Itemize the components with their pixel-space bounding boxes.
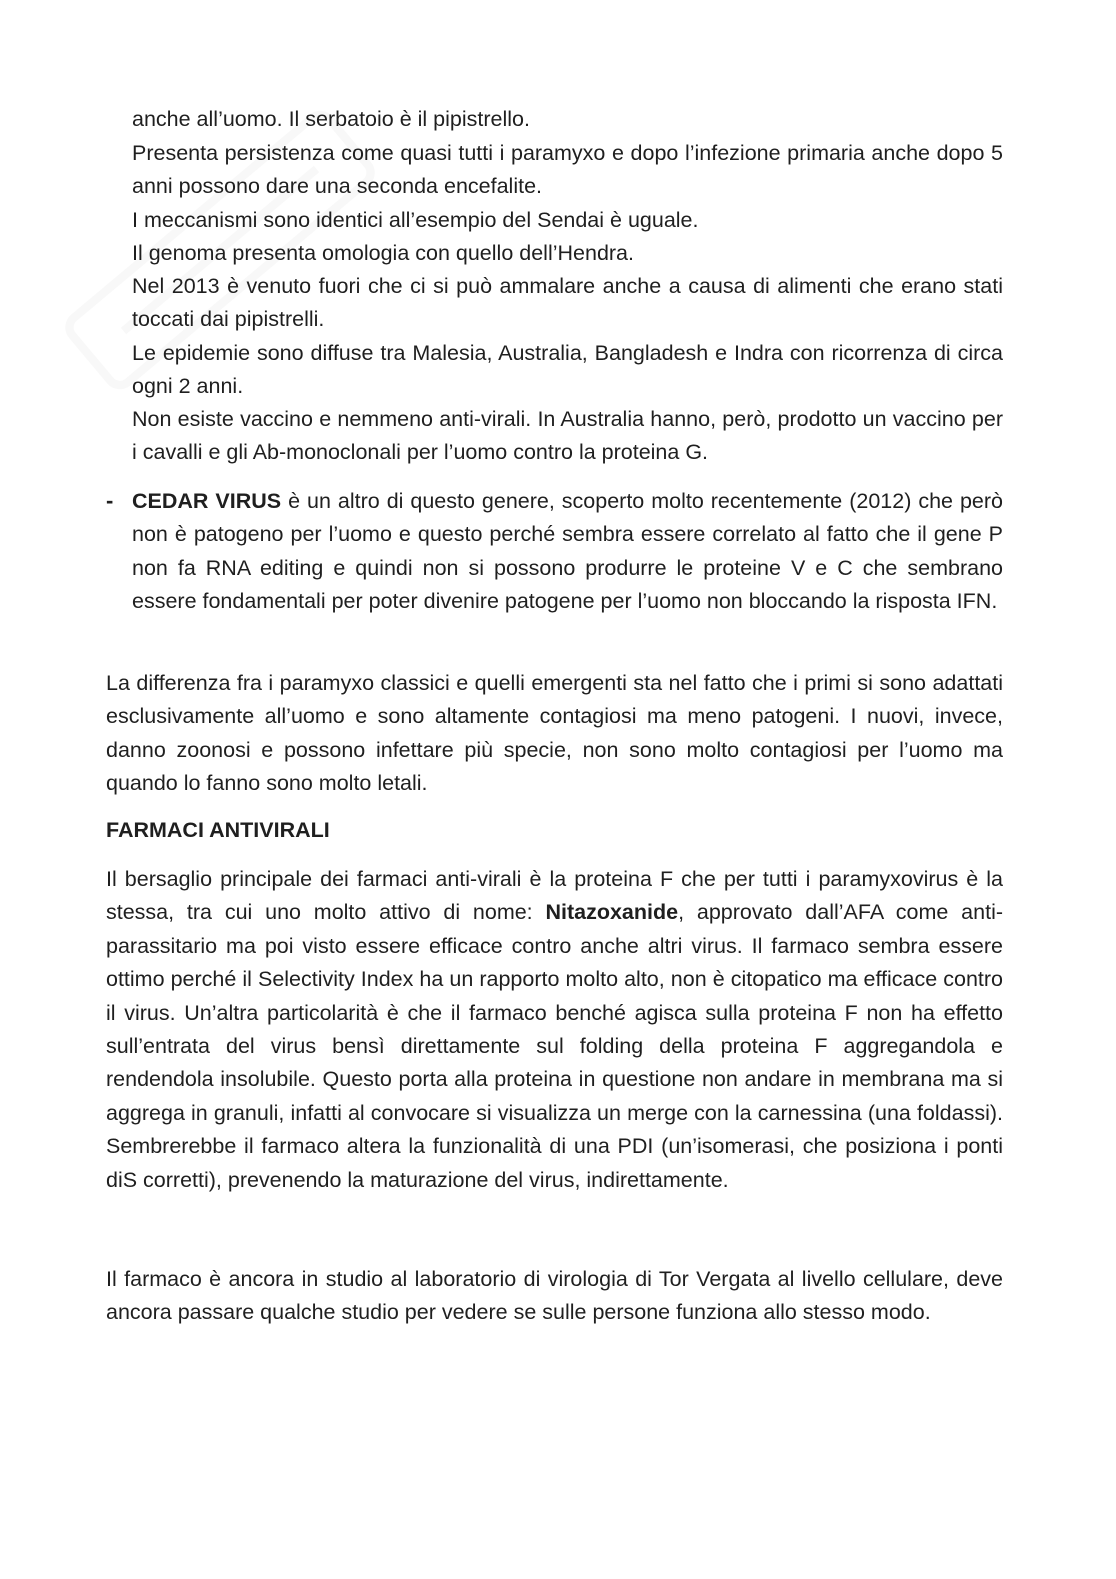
paragraph-comparison: La differenza fra i paramyxo classici e quelli emergenti sta nel fatto che i primi si sono adattati esclusivamente all’uomo e sono altamente contagiosi ma meno patogeni. I nuovi, invece, danno zoonosi e possono infettare più specie, non sono molto contagiosi per l’uomo ma quando lo fanno sono molto letali.: [106, 671, 1003, 796]
paragraph-food-transmission: Nel 2013 è venuto fuori che ci si può ammalare anche a causa di alimenti che erano stati toccati dai pipistrelli.: [132, 274, 1003, 332]
paragraph-persistence: Presenta persistenza come quasi tutti i paramyxo e dopo l’infezione primaria anche dopo 5 anni possono dare una seconda encefalite.: [132, 141, 1003, 199]
antiviral-text-before: Il bersaglio principale dei farmaci anti-virali è la proteina F che per tutti i paramyxovirus è la stessa, tra cui uno molto attivo di nome:: [106, 867, 1003, 925]
antiviral-text-after: , approvato dall’AFA come anti-parassitario ma poi visto essere efficace contro anche altri virus. Il farmaco sembra essere ottimo perché il Selectivity Index ha un rapporto molto alto, non è citopatico ma efficace contro il virus. Un’altra particolarità è che il farmaco benché agisca sulla proteina F non ha effetto sull’entrata del virus bensì direttamente sul folding della proteina F aggregandola e rendendola insolubile. Questo porta alla proteina in questione non andare in membrana ma si aggrega in granuli, infatti al convocare si visualizza un merge con la carnessina (una foldassi). Sembrerebbe il farmaco altera la funzionalità di una PDI (un’isomerasi, che posiziona i ponti diS corretti), prevenendo la maturazione del virus, indirettamente.: [106, 900, 1004, 1192]
paragraph-mechanisms: I meccanismi sono identici all’esempio del Sendai è uguale.: [132, 208, 699, 232]
cedar-virus-term: CEDAR VIRUS: [132, 489, 282, 513]
paragraph-reservoir: anche all’uomo. Il serbatoio è il pipistrello.: [132, 107, 530, 131]
bullet-marker: -: [106, 488, 114, 513]
paragraph-study-status: Il farmaco è ancora in studio al laboratorio di virologia di Tor Vergata al livello cellulare, deve ancora passare qualche studio per vedere se sulle persone funziona allo stesso modo.: [106, 1267, 1003, 1325]
drug-name: Nitazoxanide: [545, 900, 679, 925]
paragraph-antiviral-target: [106, 863, 1003, 1197]
paragraph-genome: Il genoma presenta omologia con quello dell’Hendra.: [132, 241, 634, 265]
bullet-cedar-virus: [132, 485, 1003, 619]
paragraph-epidemics: Le epidemie sono diffuse tra Malesia, Australia, Bangladesh e Indra con ricorrenza di circa ogni 2 anni.: [132, 341, 1003, 399]
section-heading-antivirals: FARMACI ANTIVIRALI: [106, 818, 330, 842]
paragraph-vaccine: Non esiste vaccino e nemmeno anti-virali. In Australia hanno, però, prodotto un vaccino per i cavalli e gli Ab-monoclonali per l’uomo contro la proteina G.: [132, 407, 1003, 465]
cedar-virus-text: è un altro di questo genere, scoperto molto recentemente (2012) che però non è patogeno per l’uomo e questo perché sembra essere correlato al fatto che il gene P non fa RNA editing e quindi non si possono produrre le proteine V e C che sembrano essere fondamentali per poter divenire patogene per l’uomo non bloccando la risposta IFN.: [132, 489, 1003, 614]
